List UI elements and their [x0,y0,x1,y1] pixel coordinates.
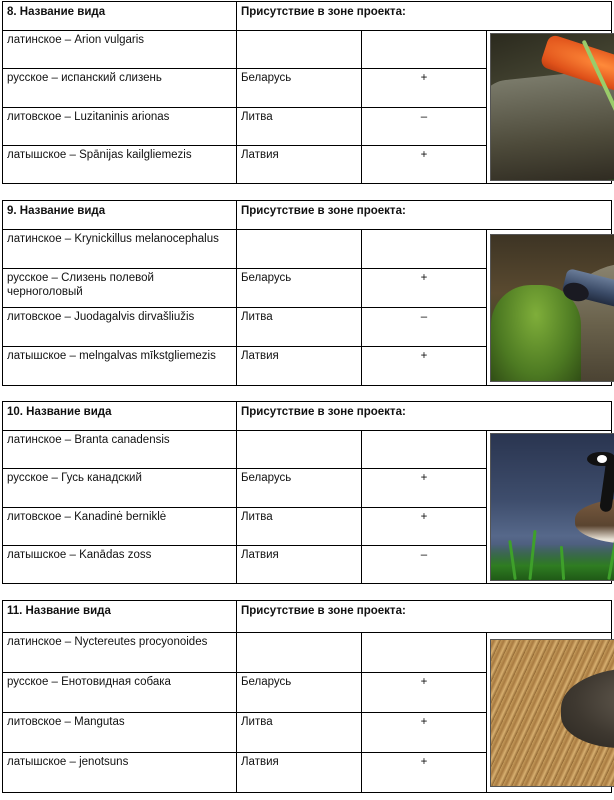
country-cell: Беларусь [237,269,362,308]
black-headed-slug-photo [490,234,614,382]
spanish-slug-photo [490,33,614,181]
name-lithuanian: литовское – Luzitaninis arionas [3,107,237,145]
presence-title: Присутствие в зоне проекта: [237,402,612,431]
presence-mark: – [362,545,487,583]
country-cell: Латвия [237,753,362,793]
presence-title: Присутствие в зоне проекта: [237,601,612,633]
presence-mark [362,431,487,469]
name-latin: латинское – Arion vulgaris [3,31,237,69]
name-lithuanian: литовское – Mangutas [3,713,237,753]
presence-mark: + [362,673,487,713]
country-cell: Беларусь [237,469,362,507]
name-latvian: латышское – jenotsuns [3,753,237,793]
country-cell [237,31,362,69]
presence-mark [362,633,487,673]
presence-mark: + [362,269,487,308]
country-cell: Беларусь [237,673,362,713]
species-title: 11. Название вида [3,601,237,633]
species-block-8 [2,1,612,184]
country-cell [237,230,362,269]
species-title: 10. Название вида [3,402,237,431]
presence-mark: – [362,107,487,145]
presence-mark [362,230,487,269]
country-cell: Литва [237,713,362,753]
name-russian: русское – испанский слизень [3,69,237,107]
name-latin: латинское – Branta canadensis [3,431,237,469]
presence-mark: + [362,347,487,386]
country-cell: Литва [237,308,362,347]
presence-title: Присутствие в зоне проекта: [237,201,612,230]
species-block-11 [2,600,612,793]
country-cell [237,431,362,469]
presence-mark: – [362,308,487,347]
country-cell [237,633,362,673]
presence-mark [362,31,487,69]
presence-mark: + [362,753,487,793]
presence-mark: + [362,507,487,545]
name-lithuanian: литовское – Kanadinė berniklė [3,507,237,545]
name-russian: русское – Гусь канадский [3,469,237,507]
species-title: 8. Название вида [3,2,237,31]
country-cell: Латвия [237,145,362,183]
name-latvian: латышское – Kanādas zoss [3,545,237,583]
species-photo-cell [487,31,612,184]
name-latvian: латышское – melngalvas mīkstgliemezis [3,347,237,386]
country-cell: Латвия [237,347,362,386]
presence-mark: + [362,713,487,753]
species-block-10 [2,401,612,584]
country-cell: Латвия [237,545,362,583]
presence-mark: + [362,69,487,107]
country-cell: Литва [237,107,362,145]
country-cell: Литва [237,507,362,545]
name-latin: латинское – Nyctereutes procyonoides [3,633,237,673]
species-block-9 [2,200,612,386]
presence-title: Присутствие в зоне проекта: [237,2,612,31]
name-latvian: латышское – Spānijas kailgliemezis [3,145,237,183]
name-latin: латинское – Krynickillus melanocephalus [3,230,237,269]
name-russian: русское – Енотовидная собака [3,673,237,713]
species-photo-cell [487,431,612,584]
raccoon-dog-photo [490,639,614,787]
species-title: 9. Название вида [3,201,237,230]
species-photo-cell [487,230,612,386]
presence-mark: + [362,145,487,183]
species-photo-cell [487,633,612,793]
name-russian: русское – Слизень полевой черноголовый [3,269,237,308]
presence-mark: + [362,469,487,507]
country-cell: Беларусь [237,69,362,107]
canada-goose-photo [490,433,614,581]
name-lithuanian: литовское – Juodagalvis dirvašliužis [3,308,237,347]
